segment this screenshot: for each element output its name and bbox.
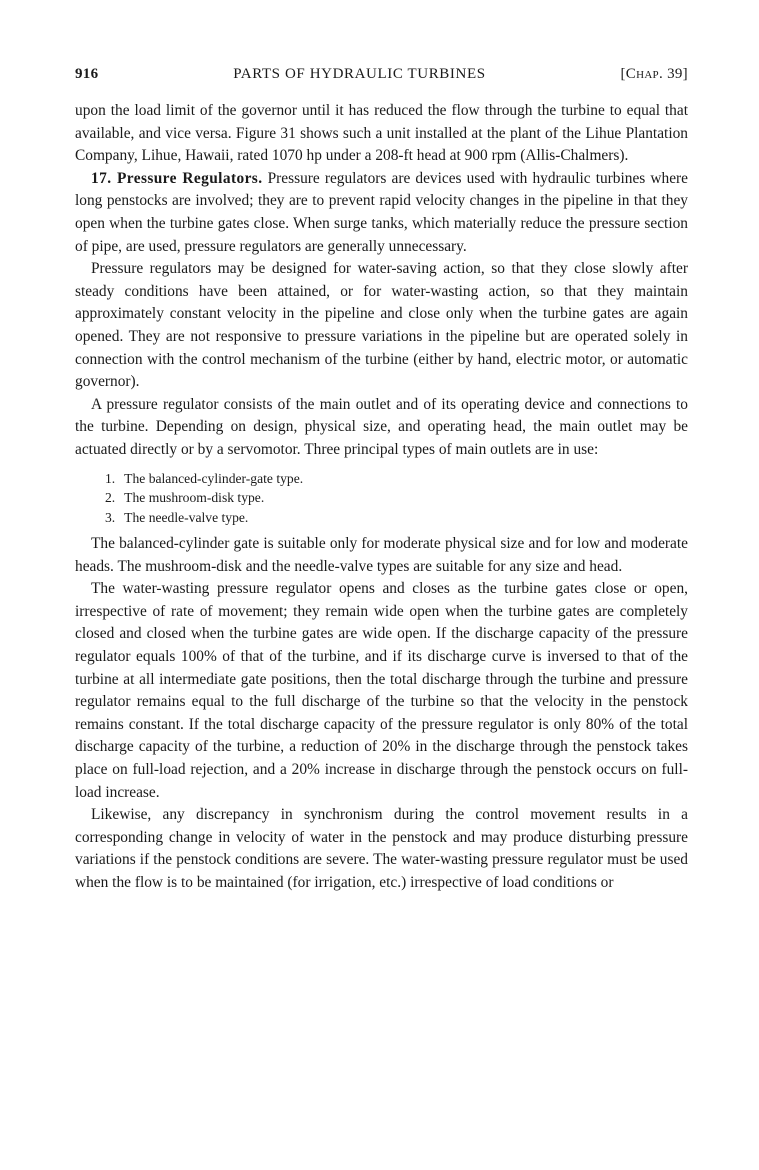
paragraph: A pressure regulator consists of the main outlet and of its operating device and connections to the turbine. Depending on design, physical size, and operating head, the main outlet may be actuated directly or by a servomotor. Three principal types of main outlets are in use:	[75, 395, 688, 458]
list-item-number: 2.	[105, 490, 116, 505]
list-item-text: The balanced-cylinder-gate type.	[124, 470, 304, 486]
list-item	[105, 508, 688, 528]
list-item-number: 3.	[105, 509, 116, 525]
page-number: 916	[75, 66, 99, 82]
section-paragraph	[75, 168, 688, 258]
list-item	[105, 469, 688, 489]
paragraph-text: Pressure regulators are devices used with hydraulic turbines where long penstocks are involved; they are to prevent rapid velocity changes in the pipeline in that they open when the turbine gates close. When surge tanks, which materially reduce the pressure section of pipe, are used, pressure regulators are generally unnecessary.	[75, 169, 689, 255]
running-title: PARTS OF HYDRAULIC TURBINES	[233, 66, 486, 82]
list-item-text: The mushroom-disk type.	[124, 490, 265, 505]
paragraph: Pressure regulators may be designed for water-saving action, so that they close slowly after steady conditions have been attained, or for water-wasting action, so that they maintain approximately constant velocity in the pipeline and close only when the turbine gates are again opened. They are not responsive to pressure variations in the pipeline but are operated solely in connection with the control mechanism of the turbine (either by hand, electric motor, or automatic governor).	[75, 260, 688, 391]
section-heading: 17. Pressure Regulators.	[91, 169, 263, 187]
paragraph: Likewise, any discrepancy in synchronism during the control movement results in a corresponding change in velocity of water in the penstock and may produce disturbing pressure variations if the penstock conditions are severe. The water-wasting pressure regulator must be used when the flow is to be maintained (for irrigation, etc.) irrespective of load conditions or	[75, 806, 688, 891]
paragraph: upon the load limit of the governor until it has reduced the flow through the turbine to equal that available, and vice versa. Figure 31 shows such a unit installed at the plant of the Lihue Plantation Company, Lihue, Hawaii, rated 1070 hp under a 208-ft head at 900 rpm (Allis-Chalmers).	[75, 102, 688, 165]
body-text	[75, 100, 688, 895]
list-item	[105, 488, 688, 508]
list-item-text: The needle-valve type.	[124, 509, 249, 525]
outlet-types-list	[75, 469, 688, 528]
chapter-label: [Chap. 39]	[620, 66, 688, 82]
paragraph: The balanced-cylinder gate is suitable only for moderate physical size and for low and moderate heads. The mushroom-disk and the needle-valve types are suitable for any size and head.	[75, 535, 688, 575]
paragraph: The water-wasting pressure regulator opens and closes as the turbine gates close or open, irrespective of rate of movement; they remain wide open when the turbine gates are completely closed and closed when the turbine gates are wide open. If the discharge capacity of the pressure regulator equals 100% of that of the turbine, and if its discharge curve is inversed to that of the turbine at all intermediate gate positions, then the total discharge through the turbine and pressure regulator remains equal to the full discharge of the turbine so that the velocity in the penstock remains constant. If the total discharge capacity of the pressure regulator is only 80% of the total discharge capacity of the turbine, a reduction of 20% in the discharge through the penstock takes place on full-load rejection, and a 20% increase in discharge through the penstock occurs on full-load increase.	[75, 580, 688, 801]
book-page	[75, 66, 688, 895]
running-header	[75, 66, 688, 88]
list-item-number: 1.	[105, 470, 116, 486]
